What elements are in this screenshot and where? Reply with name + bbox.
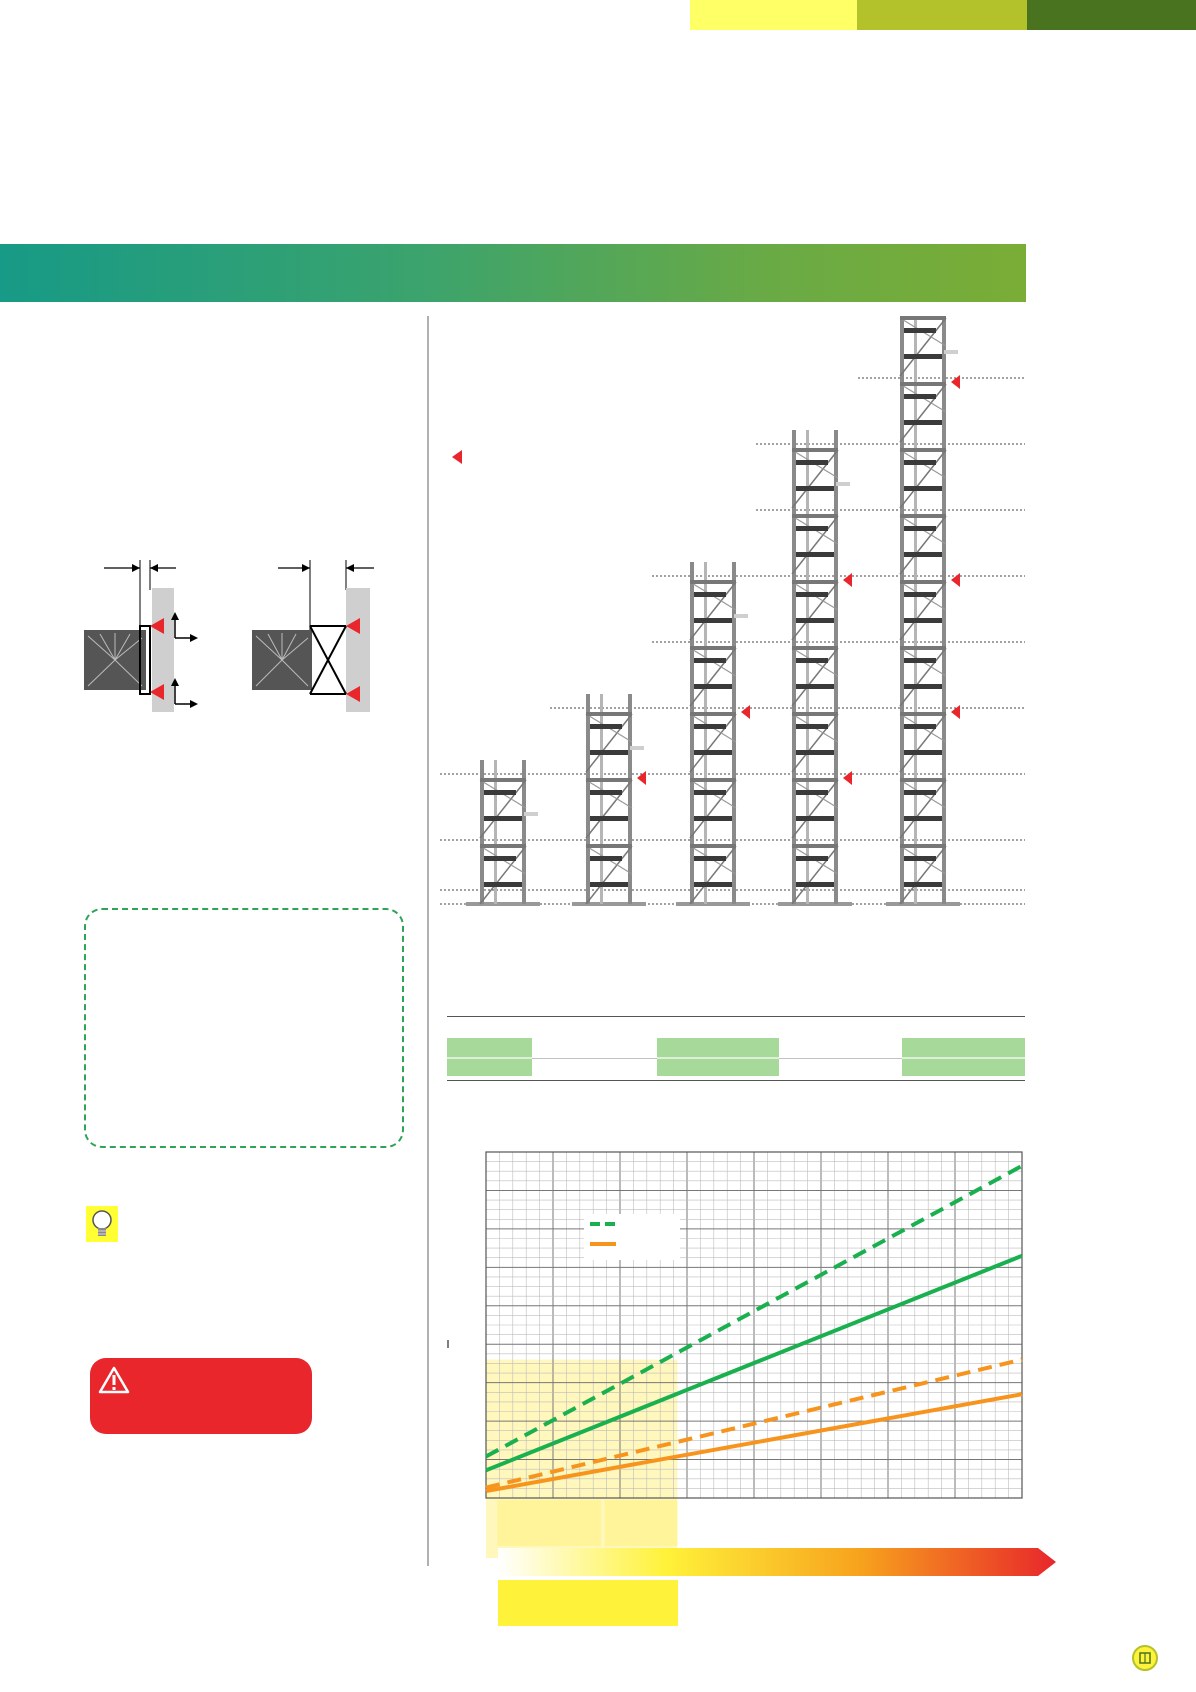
tower-outrigger [734,614,748,618]
tower-stair-tread [694,750,732,755]
tower-stair-tread [484,882,522,887]
tower-stair-tread [904,750,942,755]
tower-stair-tread [904,816,942,821]
tower-platform [792,514,838,518]
tower-stair-tread [590,790,622,795]
tower-platform [792,712,838,716]
lightbulb-icon [86,1206,118,1242]
table-top-rule [447,1016,1025,1017]
tower-stair-tread [796,526,828,531]
tower-stair-tread [796,460,828,465]
tower-stair-tread [904,724,936,729]
tower-base [572,902,646,906]
tower-stair-tread [904,526,936,531]
header-color-bar-dark [1027,0,1196,30]
tower-platform [586,844,632,848]
red-triangle-icon [637,771,646,785]
tower-brace [900,582,946,640]
scaffold-towers-illustration [440,316,1030,916]
red-triangle-icon [741,705,750,719]
anchor-diagram-direct [84,560,198,712]
tower-brace [900,450,946,508]
tower-outrigger [944,350,958,354]
tower-stair-tread [904,658,936,663]
tower-stair-tread [796,658,828,663]
table-bottom-rule [447,1080,1025,1081]
tower-stair-tread [796,816,834,821]
tower-platform [690,778,736,782]
tower-platform [900,844,946,848]
tower-platform [690,712,736,716]
chart-highlight-band [605,1500,678,1546]
tower-platform [690,646,736,650]
tower-post [900,316,904,904]
tower-outrigger [524,812,538,816]
tower-platform [690,844,736,848]
tower-post [806,430,809,904]
chart-legend [584,1214,680,1260]
tower-platform [480,844,526,848]
tower-stair-tread [590,882,628,887]
scaffold-tower [778,430,852,906]
tower-post [834,430,838,904]
tower-stair-tread [796,592,828,597]
tower-stair-tread [904,592,936,597]
tower-brace [900,384,946,442]
tower-stair-tread [904,328,936,333]
scaffold-tower [572,694,646,906]
tower-platform [480,778,526,782]
column-divider [427,316,429,1566]
tower-stair-tread [694,658,726,663]
tower-stair-tread [796,684,834,689]
red-triangle-icon [951,375,960,389]
anchor-diagram-braced [252,560,374,712]
scale-label-box [498,1580,678,1626]
tower-stair-tread [694,790,726,795]
scaffold-tower [676,562,750,906]
tower-brace [480,846,526,904]
tower-stair-tread [694,684,732,689]
tower-brace [690,714,736,772]
tower-stair-tread [796,882,834,887]
tower-brace [792,780,838,838]
tower-stair-tread [796,618,834,623]
red-triangle-icon [843,573,852,587]
tower-stair-tread [904,856,936,861]
tower-brace [690,582,736,640]
warning-triangle-icon [98,1366,130,1394]
tower-brace [690,780,736,838]
tower-brace [792,582,838,640]
tower-stair-tread [904,684,942,689]
tower-stair-tread [694,856,726,861]
tower-platform [900,316,946,320]
red-triangle-icon [951,705,960,719]
tower-stair-tread [590,816,628,821]
tower-stair-tread [590,724,622,729]
tower-platform [792,778,838,782]
tower-platform [792,844,838,848]
red-triangle-icon [843,771,852,785]
tower-stair-tread [904,552,942,557]
tower-stair-tread [484,816,522,821]
tower-stair-tread [796,552,834,557]
tower-platform [900,580,946,584]
tower-stair-tread [904,354,942,359]
header-color-bar-mid [857,0,1027,30]
tower-stair-tread [694,618,732,623]
tower-brace [900,714,946,772]
tower-stair-tread [484,790,516,795]
tower-brace [792,648,838,706]
tower-brace [586,714,632,772]
tower-stair-tread [590,750,628,755]
table-row-divider [447,1057,1025,1059]
red-triangle-icon [452,450,462,464]
tower-stair-tread [694,724,726,729]
tower-brace [690,846,736,904]
tower-brace [792,846,838,904]
tower-platform [792,580,838,584]
tower-post [914,316,917,904]
tower-stair-tread [904,790,936,795]
tower-brace [900,648,946,706]
tower-stair-tread [796,750,834,755]
tower-platform [900,514,946,518]
chart-highlight-band [497,1500,600,1546]
scaffold-tower [886,316,960,906]
tower-stair-tread [694,592,726,597]
tower-platform [900,382,946,386]
tower-platform [900,778,946,782]
tower-stair-tread [796,486,834,491]
tower-platform [792,448,838,452]
tower-stair-tread [694,816,732,821]
scale-arrow [498,1544,1058,1580]
tower-platform [586,712,632,716]
tower-base [676,902,750,906]
warning-box [90,1358,312,1434]
anchor-diagrams [70,540,400,720]
tower-brace [900,318,946,376]
tower-brace [900,846,946,904]
tower-stair-tread [904,394,936,399]
tower-platform [900,712,946,716]
tower-outrigger [630,746,644,750]
tower-post [690,562,694,904]
header-color-bar-light [690,0,857,30]
tower-stair-tread [796,790,828,795]
tower-brace [900,780,946,838]
tower-post [732,562,736,904]
tower-stair-tread [484,856,516,861]
tower-stair-tread [590,856,622,861]
tower-stair-tread [904,486,942,491]
tower-platform [690,580,736,584]
tower-brace [792,450,838,508]
red-triangle-icon [951,573,960,587]
tower-brace [480,780,526,838]
tower-stair-tread [796,856,828,861]
tower-platform [900,646,946,650]
tower-stair-tread [796,724,828,729]
tower-stair-tread [904,460,936,465]
tower-platform [586,778,632,782]
tower-brace [586,780,632,838]
tower-brace [690,648,736,706]
tower-brace [586,846,632,904]
tower-stair-tread [904,618,942,623]
tower-platform [792,646,838,650]
tower-brace [792,516,838,574]
tower-outrigger [836,482,850,486]
tower-stair-tread [694,882,732,887]
tower-stair-tread [904,882,942,887]
section-banner [0,244,1026,302]
brand-logo-icon [1130,1644,1160,1672]
scaffold-tower [466,760,540,906]
tower-post [704,562,707,904]
tower-brace [900,516,946,574]
tower-base [886,902,960,906]
tower-base [466,902,540,906]
tower-platform [900,448,946,452]
tower-base [778,902,852,906]
tower-stair-tread [904,420,942,425]
tower-brace [792,714,838,772]
info-box [84,908,404,1148]
tower-post [586,694,590,904]
